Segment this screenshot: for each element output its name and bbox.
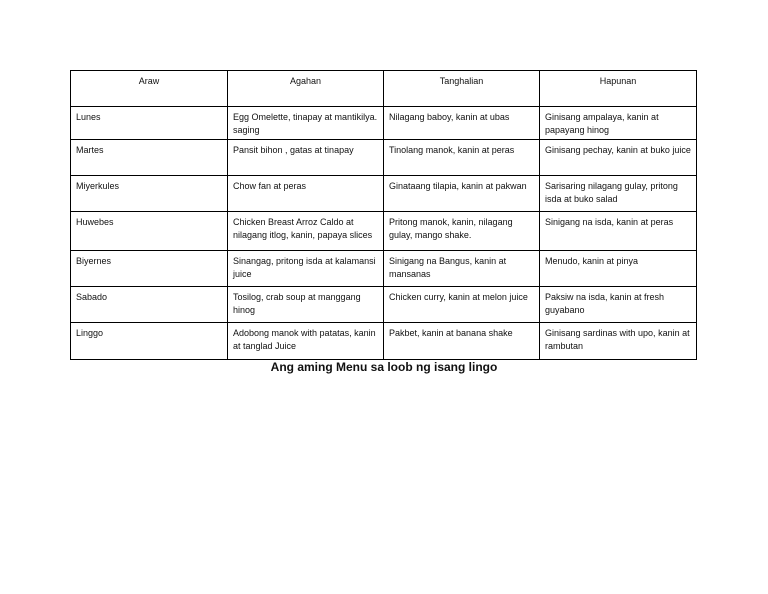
dinner-cell: Ginisang ampalaya, kanin at papayang hinog xyxy=(540,107,697,140)
table-row xyxy=(71,323,697,360)
breakfast-cell: Chicken Breast Arroz Caldo at nilagang itlog, kanin, papaya slices xyxy=(228,212,384,251)
day-cell: Linggo xyxy=(71,323,228,360)
breakfast-cell: Sinangag, pritong isda at kalamansi juice xyxy=(228,251,384,287)
lunch-cell: Chicken curry, kanin at melon juice xyxy=(384,287,540,323)
table-row xyxy=(71,287,697,323)
table-row xyxy=(71,107,697,140)
lunch-cell: Nilagang baboy, kanin at ubas xyxy=(384,107,540,140)
breakfast-cell: Egg Omelette, tinapay at mantikilya. saging xyxy=(228,107,384,140)
header-cell-tanghalian: Tanghalian xyxy=(384,71,540,107)
breakfast-cell: Adobong manok with patatas, kanin at tanglad Juice xyxy=(228,323,384,360)
lunch-cell: Pakbet, kanin at banana shake xyxy=(384,323,540,360)
table-row xyxy=(71,251,697,287)
header-cell-araw: Araw xyxy=(71,71,228,107)
breakfast-cell: Chow fan at peras xyxy=(228,176,384,212)
header-cell-hapunan: Hapunan xyxy=(540,71,697,107)
breakfast-cell: Tosilog, crab soup at manggang hinog xyxy=(228,287,384,323)
lunch-cell: Pritong manok, kanin, nilagang gulay, mango shake. xyxy=(384,212,540,251)
weekly-menu-table xyxy=(70,70,697,360)
day-cell: Martes xyxy=(71,140,228,176)
table-row xyxy=(71,212,697,251)
dinner-cell: Sarisaring nilagang gulay, pritong isda at buko salad xyxy=(540,176,697,212)
day-cell: Miyerkules xyxy=(71,176,228,212)
day-cell: Sabado xyxy=(71,287,228,323)
lunch-cell: Sinigang na Bangus, kanin at mansanas xyxy=(384,251,540,287)
dinner-cell: Sinigang na isda, kanin at peras xyxy=(540,212,697,251)
day-cell: Lunes xyxy=(71,107,228,140)
table-row xyxy=(71,140,697,176)
header-cell-agahan: Agahan xyxy=(228,71,384,107)
dinner-cell: Menudo, kanin at pinya xyxy=(540,251,697,287)
header-row xyxy=(71,71,697,107)
lunch-cell: Ginataang tilapia, kanin at pakwan xyxy=(384,176,540,212)
day-cell: Biyernes xyxy=(71,251,228,287)
day-cell: Huwebes xyxy=(71,212,228,251)
dinner-cell: Paksiw na isda, kanin at fresh guyabano xyxy=(540,287,697,323)
table-row xyxy=(71,176,697,212)
dinner-cell: Ginisang pechay, kanin at buko juice xyxy=(540,140,697,176)
table-caption: Ang aming Menu sa loob ng isang lingo xyxy=(270,360,498,374)
dinner-cell: Ginisang sardinas with upo, kanin at rambutan xyxy=(540,323,697,360)
breakfast-cell: Pansit bihon , gatas at tinapay xyxy=(228,140,384,176)
lunch-cell: Tinolang manok, kanin at peras xyxy=(384,140,540,176)
